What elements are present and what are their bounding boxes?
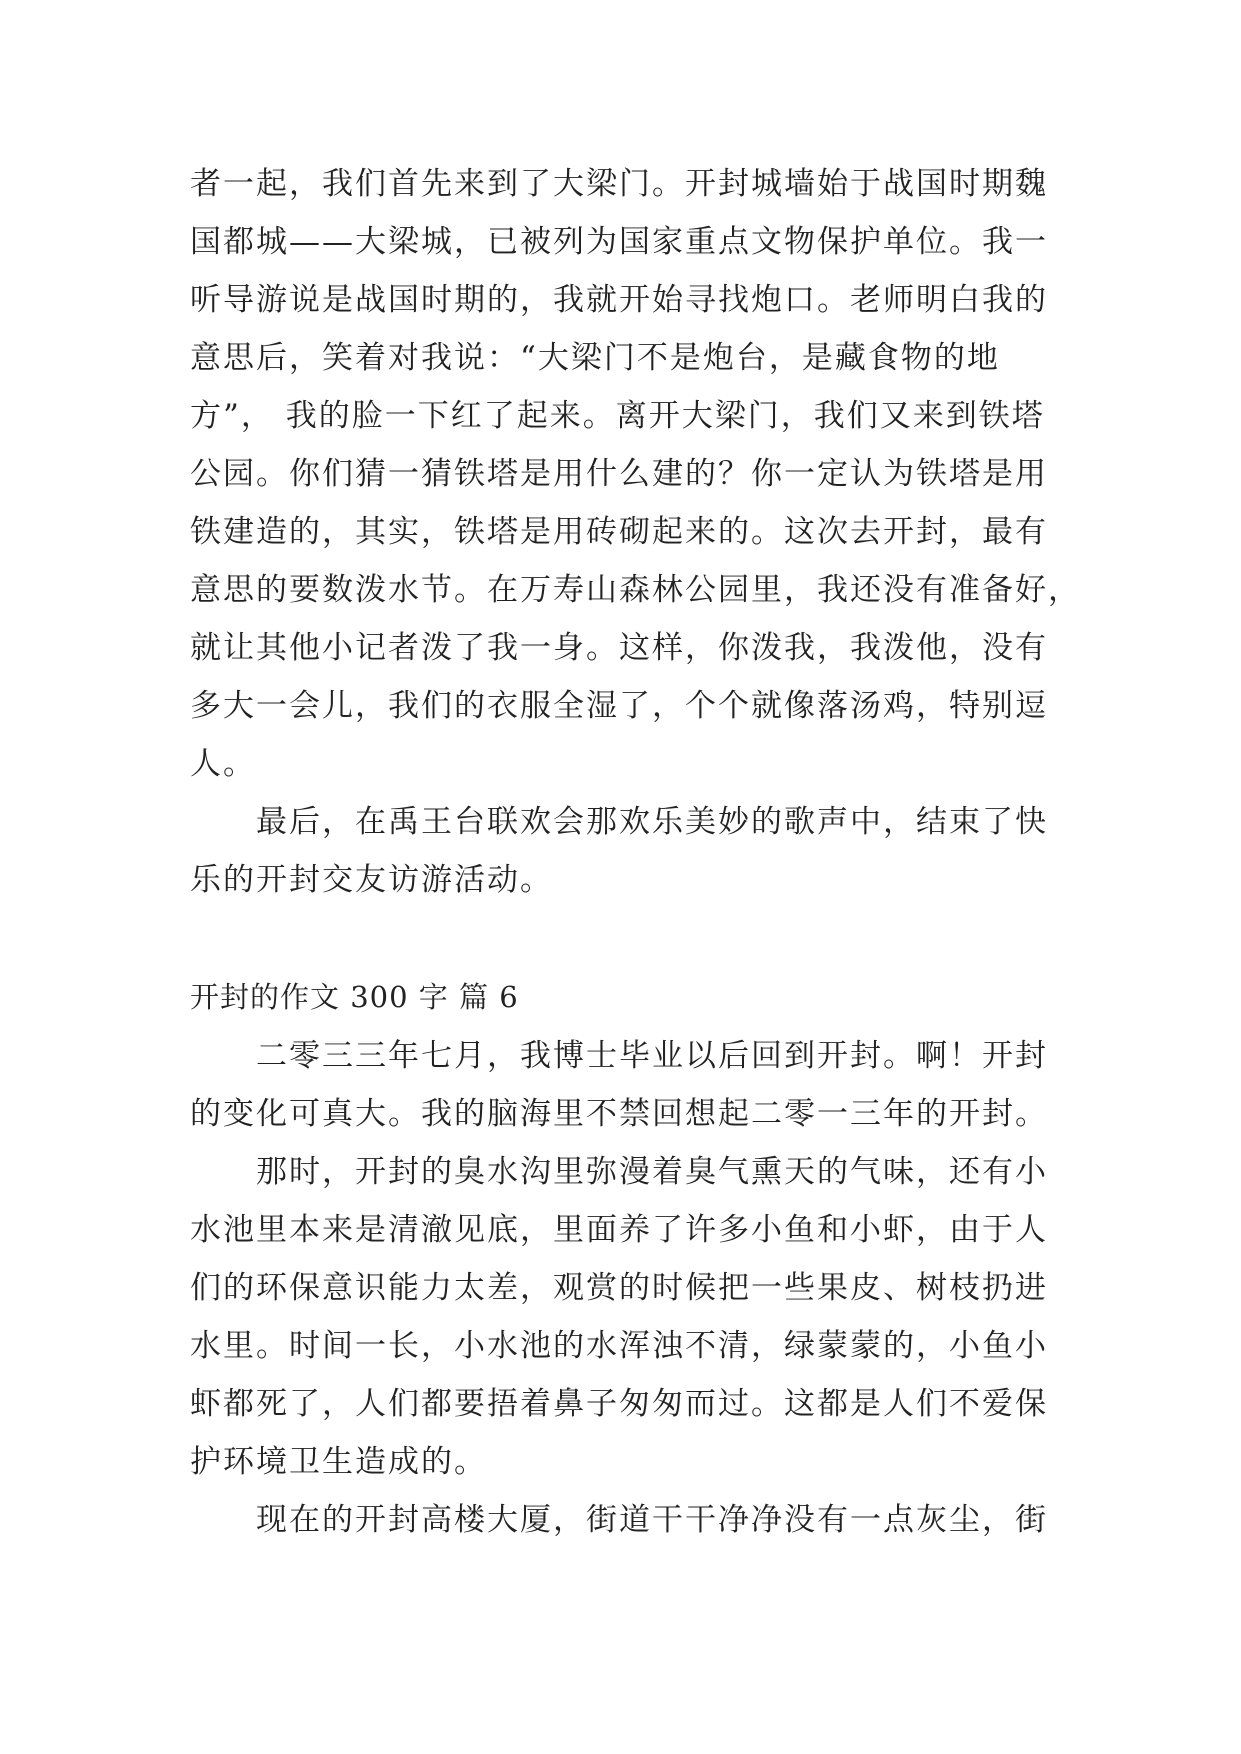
paragraph-first-line: 最后，在禹王台联欢会那欢乐美妙的歌声中，结束了快 bbox=[256, 804, 1048, 840]
text-line: 水里。时间一长，小水池的水浑浊不清，绿蒙蒙的，小鱼小 bbox=[190, 1328, 1048, 1364]
paragraph-first-line: 现在的开封高楼大厦，街道干干净净没有一点灰尘，街 bbox=[256, 1502, 1048, 1538]
text-line: 就让其他小记者泼了我一身。这样，你泼我，我泼他，没有 bbox=[190, 630, 1048, 666]
text-line: 意思后，笑着对我说：“大梁门不是炮台，是藏食物的地 bbox=[190, 340, 1000, 376]
text-line: 乐的开封交友访游活动。 bbox=[190, 862, 553, 898]
text-line: 人。 bbox=[190, 746, 256, 782]
text-line: 听导游说是战国时期的，我就开始寻找炮口。老师明白我的 bbox=[190, 282, 1048, 318]
text-line: 公园。你们猜一猜铁塔是用什么建的？你一定认为铁塔是用 bbox=[190, 456, 1048, 492]
text-line: 多大一会儿，我们的衣服全湿了，个个就像落汤鸡，特别逗 bbox=[190, 688, 1048, 724]
text-line: 护环境卫生造成的。 bbox=[190, 1444, 487, 1480]
text-line: 虾都死了，人们都要捂着鼻子匆匆而过。这都是人们不爱保 bbox=[190, 1386, 1048, 1422]
paragraph-first-line: 那时，开封的臭水沟里弥漫着臭气熏天的气味，还有小 bbox=[256, 1154, 1048, 1190]
text-line: 们的环保意识能力太差，观赏的时候把一些果皮、树枝扔进 bbox=[190, 1270, 1048, 1306]
section-heading: 开封的作文 300 字 篇 6 bbox=[190, 980, 519, 1014]
text-line: 意思的要数泼水节。在万寿山森林公园里，我还没有准备好， bbox=[190, 572, 1081, 608]
text-line: 水池里本来是清澈见底，里面养了许多小鱼和小虾，由于人 bbox=[190, 1212, 1048, 1248]
text-line: 者一起，我们首先来到了大梁门。开封城墙始于战国时期魏 bbox=[190, 166, 1048, 202]
text-line: 铁建造的，其实，铁塔是用砖砌起来的。这次去开封，最有 bbox=[190, 514, 1048, 550]
paragraph-first-line: 二零三三年七月，我博士毕业以后回到开封。啊！开封 bbox=[256, 1038, 1048, 1074]
text-line: 方”， 我的脸一下红了起来。离开大梁门，我们又来到铁塔 bbox=[190, 398, 1045, 434]
text-line: 国都城——大梁城，已被列为国家重点文物保护单位。我一 bbox=[190, 224, 1048, 260]
text-line: 的变化可真大。我的脑海里不禁回想起二零一三年的开封。 bbox=[190, 1096, 1048, 1132]
